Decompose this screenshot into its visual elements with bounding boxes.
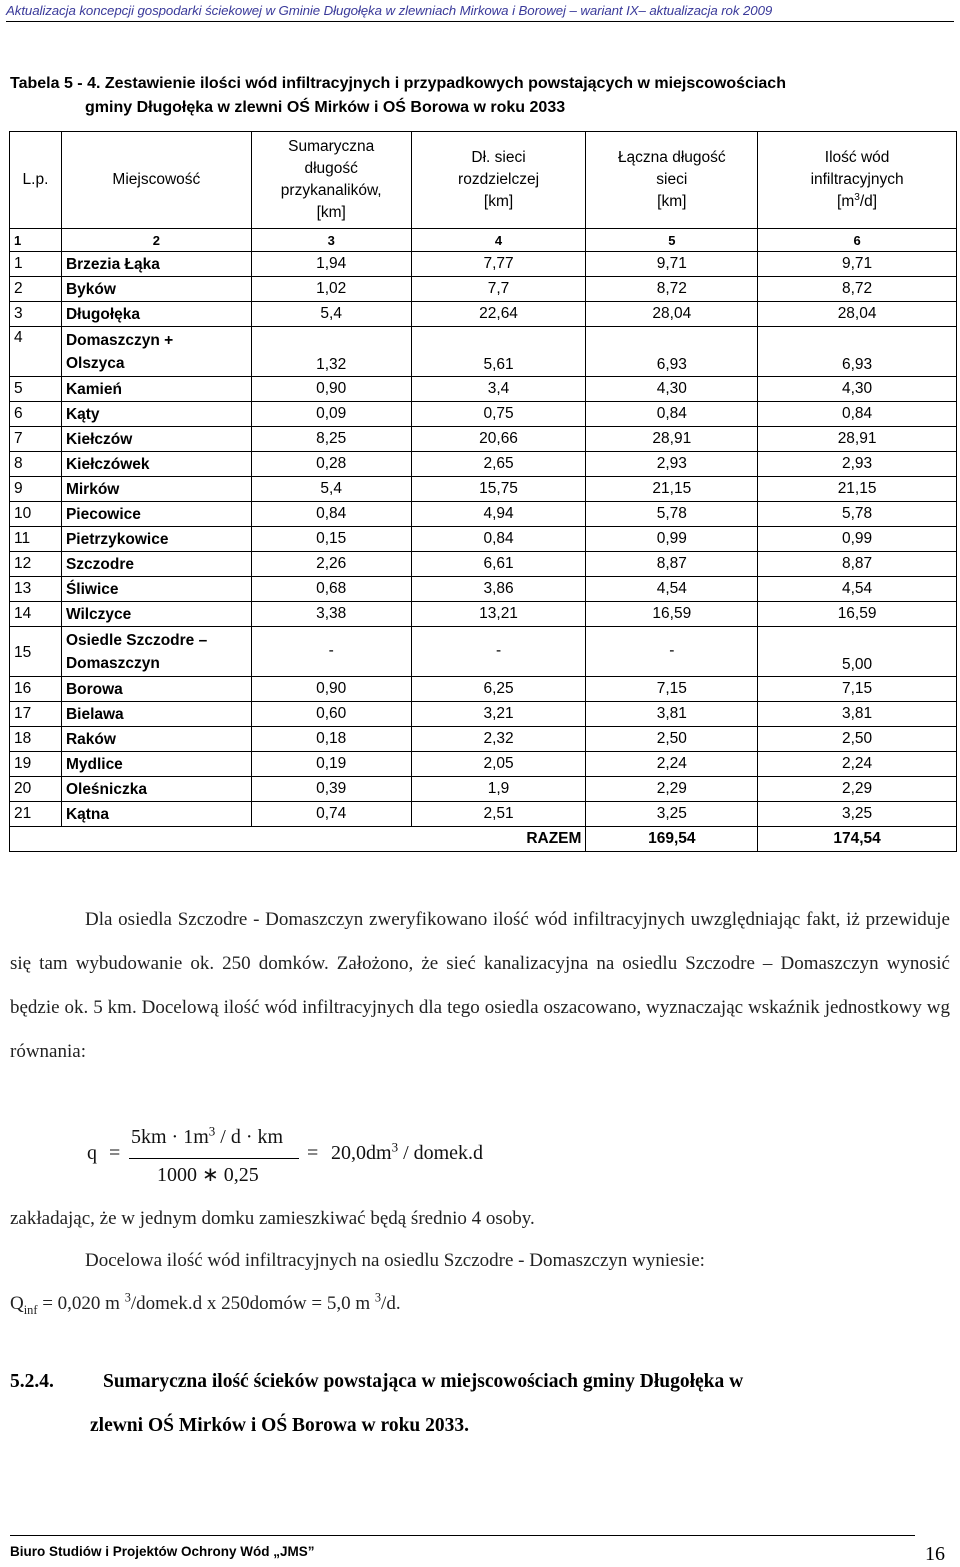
cell-connections: 2,26 (251, 552, 411, 577)
cell-connections: - (251, 627, 411, 677)
table-row (10, 277, 957, 302)
cell-total: 9,71 (586, 252, 758, 277)
cell-lp: 19 (10, 752, 62, 777)
col-num: 1 (10, 229, 62, 252)
place-name-line: Osiedle Szczodre – (65, 631, 208, 649)
section-number: 5.2.4. (10, 1371, 54, 1392)
place-name-line: Raków (65, 730, 116, 748)
column-number-row (10, 229, 957, 252)
section-title-line-1: Sumaryczna ilość ścieków powstająca w miejscowościach gminy Długołęka w (103, 1371, 744, 1392)
cell-connections: 0,09 (251, 402, 411, 427)
cell-total: 2,29 (586, 777, 758, 802)
cell-infiltration: 9,71 (758, 252, 957, 277)
col-num: 3 (251, 229, 411, 252)
cell-place (61, 677, 251, 702)
cell-distribution: 0,75 (411, 402, 586, 427)
header-connections-length: Sumaryczna długość przykanalików, [km] (251, 132, 411, 229)
cell-connections: 0,15 (251, 527, 411, 552)
cell-distribution: 20,66 (411, 427, 586, 452)
cell-distribution: 3,4 (411, 377, 586, 402)
cell-place (61, 702, 251, 727)
cell-lp: 14 (10, 602, 62, 627)
cell-infiltration: 3,81 (758, 702, 957, 727)
cell-infiltration: 5,00 (758, 627, 957, 677)
place-name-line: Kątna (65, 805, 110, 823)
cell-total: 3,25 (586, 802, 758, 827)
cell-lp: 21 (10, 802, 62, 827)
assumption-line: zakładając, że w jednym domku zamieszkiwać będą średnio 4 osoby. (10, 1208, 535, 1229)
cell-total: 7,15 (586, 677, 758, 702)
table-row (10, 627, 957, 677)
infiltration-table (9, 131, 957, 852)
table-row (10, 427, 957, 452)
cell-total: 8,87 (586, 552, 758, 577)
cell-connections: 0,60 (251, 702, 411, 727)
cell-place (61, 327, 251, 377)
cell-infiltration: 2,29 (758, 777, 957, 802)
cell-place (61, 602, 251, 627)
cell-infiltration: 8,87 (758, 552, 957, 577)
cell-infiltration: 28,04 (758, 302, 957, 327)
cell-infiltration: 7,15 (758, 677, 957, 702)
cell-lp: 7 (10, 427, 62, 452)
place-name-line: Kąty (65, 405, 100, 423)
cell-infiltration: 0,84 (758, 402, 957, 427)
place-name-line: Bielawa (65, 705, 124, 723)
col-num: 2 (61, 229, 251, 252)
cell-lp: 8 (10, 452, 62, 477)
cell-connections: 0,74 (251, 802, 411, 827)
cell-place (61, 552, 251, 577)
table-row (10, 727, 957, 752)
cell-distribution: 2,51 (411, 802, 586, 827)
place-name-line: Domaszczyn (65, 654, 160, 672)
place-name-line: Mirków (65, 480, 120, 498)
cell-connections: 0,39 (251, 777, 411, 802)
cell-lp: 12 (10, 552, 62, 577)
cell-total: 4,30 (586, 377, 758, 402)
table-row (10, 777, 957, 802)
table-row (10, 502, 957, 527)
cell-lp: 6 (10, 402, 62, 427)
cell-total: 0,84 (586, 402, 758, 427)
running-header: Aktualizacja koncepcji gospodarki ściekowej w Gminie Długołęka w zlewniach Mirkowa i Borowej – wariant IX– aktualizacja rok 2009 (6, 3, 954, 22)
cell-lp: 4 (10, 327, 62, 377)
cell-total: 28,04 (586, 302, 758, 327)
col-num: 6 (758, 229, 957, 252)
section-title-line-2: zlewni OŚ Mirków i OŚ Borowa w roku 2033. (90, 1415, 470, 1436)
place-name-line: Borowa (65, 680, 123, 698)
header-total-length: Łączna długość sieci [km] (586, 132, 758, 229)
place-name-line: Kamień (65, 380, 122, 398)
table-row (10, 577, 957, 602)
formula-denominator: 1000 ∗ 0,25 (157, 1164, 259, 1186)
cell-total: 2,24 (586, 752, 758, 777)
cell-lp: 9 (10, 477, 62, 502)
formula-lhs: q (87, 1142, 97, 1164)
cell-connections: 0,18 (251, 727, 411, 752)
cell-total: 21,15 (586, 477, 758, 502)
cell-infiltration: 3,25 (758, 802, 957, 827)
cell-connections: 5,4 (251, 477, 411, 502)
cell-total: 3,81 (586, 702, 758, 727)
table-row (10, 602, 957, 627)
total-row (10, 827, 957, 852)
cell-connections: 0,90 (251, 677, 411, 702)
cell-infiltration: 4,30 (758, 377, 957, 402)
header-lp: L.p. (10, 132, 62, 229)
cell-distribution: 2,05 (411, 752, 586, 777)
cell-distribution: 7,77 (411, 252, 586, 277)
cell-total: 8,72 (586, 277, 758, 302)
table-row (10, 477, 957, 502)
col-num: 4 (411, 229, 586, 252)
place-name-line: Szczodre (65, 555, 135, 573)
table-row (10, 677, 957, 702)
cell-distribution: 13,21 (411, 602, 586, 627)
cell-lp: 13 (10, 577, 62, 602)
cell-place (61, 427, 251, 452)
place-name-line: Oleśniczka (65, 780, 147, 798)
cell-distribution: 3,86 (411, 577, 586, 602)
place-name-line: Piecowice (65, 505, 141, 523)
cell-lp: 3 (10, 302, 62, 327)
formula-numerator: $5km \cdot 1m^3 / d$ · km (131, 1123, 284, 1148)
cell-infiltration: 6,93 (758, 327, 957, 377)
header-place: Miejscowość (61, 132, 251, 229)
page-number: 16 (925, 1543, 945, 1565)
cell-infiltration: 2,24 (758, 752, 957, 777)
table-row (10, 702, 957, 727)
cell-lp: 11 (10, 527, 62, 552)
place-name-line: Olszyca (65, 354, 125, 372)
cell-place (61, 527, 251, 552)
cell-place (61, 752, 251, 777)
place-name-line: Pietrzykowice (65, 530, 169, 548)
place-name-line: Śliwice (65, 580, 119, 598)
place-name-line: Brzezia Łąka (65, 255, 160, 273)
cell-distribution: 7,7 (411, 277, 586, 302)
place-name-line: Byków (65, 280, 116, 298)
cell-distribution: 2,32 (411, 727, 586, 752)
place-name-line: Mydlice (65, 755, 123, 773)
cell-infiltration: 8,72 (758, 277, 957, 302)
table-row (10, 752, 957, 777)
place-name-line: Długołęka (65, 305, 141, 323)
table-header-row (10, 132, 957, 229)
cell-total: 28,91 (586, 427, 758, 452)
place-name-line: Wilczyce (65, 605, 132, 623)
fraction-bar (129, 1158, 299, 1159)
cell-infiltration: 21,15 (758, 477, 957, 502)
place-name-line: Kiełczówek (65, 455, 150, 473)
cell-place (61, 452, 251, 477)
cell-connections: 1,32 (251, 327, 411, 377)
header-distribution-length: Dł. sieci rozdzielczej [km] (411, 132, 586, 229)
caption-line-2: gminy Długołęka w zlewni OŚ Mirków i OŚ Borowa w roku 2033 (85, 99, 566, 116)
cell-connections: 0,28 (251, 452, 411, 477)
cell-connections: 0,84 (251, 502, 411, 527)
cell-total: - (586, 627, 758, 677)
formula-equals: = (109, 1142, 121, 1164)
cell-lp: 16 (10, 677, 62, 702)
cell-place (61, 577, 251, 602)
cell-lp: 18 (10, 727, 62, 752)
cell-lp: 20 (10, 777, 62, 802)
total-length: 169,54 (586, 827, 758, 852)
cell-connections: 0,68 (251, 577, 411, 602)
formula-equals: = (307, 1142, 319, 1164)
cell-distribution: 6,61 (411, 552, 586, 577)
cell-lp: 1 (10, 252, 62, 277)
header-infiltration: Ilość wód infiltracyjnych $[m^3/d]$ (758, 132, 957, 229)
cell-connections: 3,38 (251, 602, 411, 627)
cell-distribution: 5,61 (411, 327, 586, 377)
caption-line-1: Tabela 5 - 4. Zestawienie ilości wód infiltracyjnych i przypadkowych powstających w miejscowościach (10, 75, 786, 92)
table-row (10, 402, 957, 427)
cell-connections: 8,25 (251, 427, 411, 452)
cell-infiltration: 2,50 (758, 727, 957, 752)
cell-lp: 15 (10, 627, 62, 677)
cell-lp: 17 (10, 702, 62, 727)
cell-place (61, 402, 251, 427)
table-caption (10, 72, 950, 120)
table-row (10, 327, 957, 377)
cell-lp: 5 (10, 377, 62, 402)
cell-place (61, 377, 251, 402)
formula (87, 1118, 607, 1198)
cell-distribution: 6,25 (411, 677, 586, 702)
table-row (10, 452, 957, 477)
cell-place (61, 502, 251, 527)
cell-place (61, 627, 251, 677)
cell-place (61, 252, 251, 277)
cell-distribution: 3,21 (411, 702, 586, 727)
paragraph-text: Dla osiedla Szczodre - Domaszczyn zweryfikowano ilość wód infiltracyjnych uwzględniając fakt, iż przewiduje się tam wybudowanie ok. 250 domków. Założono, że sieć kanalizacyjna na osiedlu Szczodre – Domaszczyn wynosić będzie ok. 5 km. Docelową ilość wód infiltracyjnych dla tego osiedla oszacowano, wyznaczając wskaźnik jednostkowy wg równania: (10, 909, 950, 1062)
table-row (10, 552, 957, 577)
q-infiltration-line: $Q_{inf} = 0,020$ m $^3$/domek.d x 250domów = 5,0 m $^3$/d. (10, 1290, 401, 1317)
cell-connections: 0,90 (251, 377, 411, 402)
cell-total: 16,59 (586, 602, 758, 627)
total-infiltration: 174,54 (758, 827, 957, 852)
cell-lp: 2 (10, 277, 62, 302)
cell-total: 6,93 (586, 327, 758, 377)
cell-total: 2,50 (586, 727, 758, 752)
table-row (10, 802, 957, 827)
target-line: Docelowa ilość wód infiltracyjnych na osiedlu Szczodre - Domaszczyn wyniesie: (85, 1250, 705, 1271)
cell-infiltration: 2,93 (758, 452, 957, 477)
place-name-line: Domaszczyn + (65, 331, 174, 349)
section-heading (10, 1360, 950, 1448)
cell-distribution: 2,65 (411, 452, 586, 477)
cell-connections: 1,02 (251, 277, 411, 302)
cell-connections: 1,94 (251, 252, 411, 277)
cell-place (61, 802, 251, 827)
cell-distribution: - (411, 627, 586, 677)
cell-distribution: 4,94 (411, 502, 586, 527)
table-row (10, 302, 957, 327)
formula-result: $20,0dm^3$ / domek.d (331, 1139, 484, 1164)
cell-distribution: 15,75 (411, 477, 586, 502)
cell-infiltration: 0,99 (758, 527, 957, 552)
cell-total: 4,54 (586, 577, 758, 602)
cell-infiltration: 4,54 (758, 577, 957, 602)
cell-place (61, 777, 251, 802)
cell-total: 0,99 (586, 527, 758, 552)
col-num: 5 (586, 229, 758, 252)
cell-infiltration: 16,59 (758, 602, 957, 627)
cell-total: 2,93 (586, 452, 758, 477)
cell-infiltration: 28,91 (758, 427, 957, 452)
table-row (10, 252, 957, 277)
paragraph-osiedle (10, 898, 950, 1074)
cell-connections: 5,4 (251, 302, 411, 327)
place-name-line: Kiełczów (65, 430, 133, 448)
cell-lp: 10 (10, 502, 62, 527)
cell-place (61, 302, 251, 327)
cell-total: 5,78 (586, 502, 758, 527)
total-label: RAZEM (10, 827, 586, 852)
cell-place (61, 727, 251, 752)
table-row (10, 527, 957, 552)
cell-connections: 0,19 (251, 752, 411, 777)
cell-distribution: 0,84 (411, 527, 586, 552)
footer-org: Biuro Studiów i Projektów Ochrony Wód „JMS” (10, 1535, 915, 1559)
cell-distribution: 1,9 (411, 777, 586, 802)
cell-place (61, 277, 251, 302)
cell-infiltration: 5,78 (758, 502, 957, 527)
cell-distribution: 22,64 (411, 302, 586, 327)
cell-place (61, 477, 251, 502)
table-row (10, 377, 957, 402)
